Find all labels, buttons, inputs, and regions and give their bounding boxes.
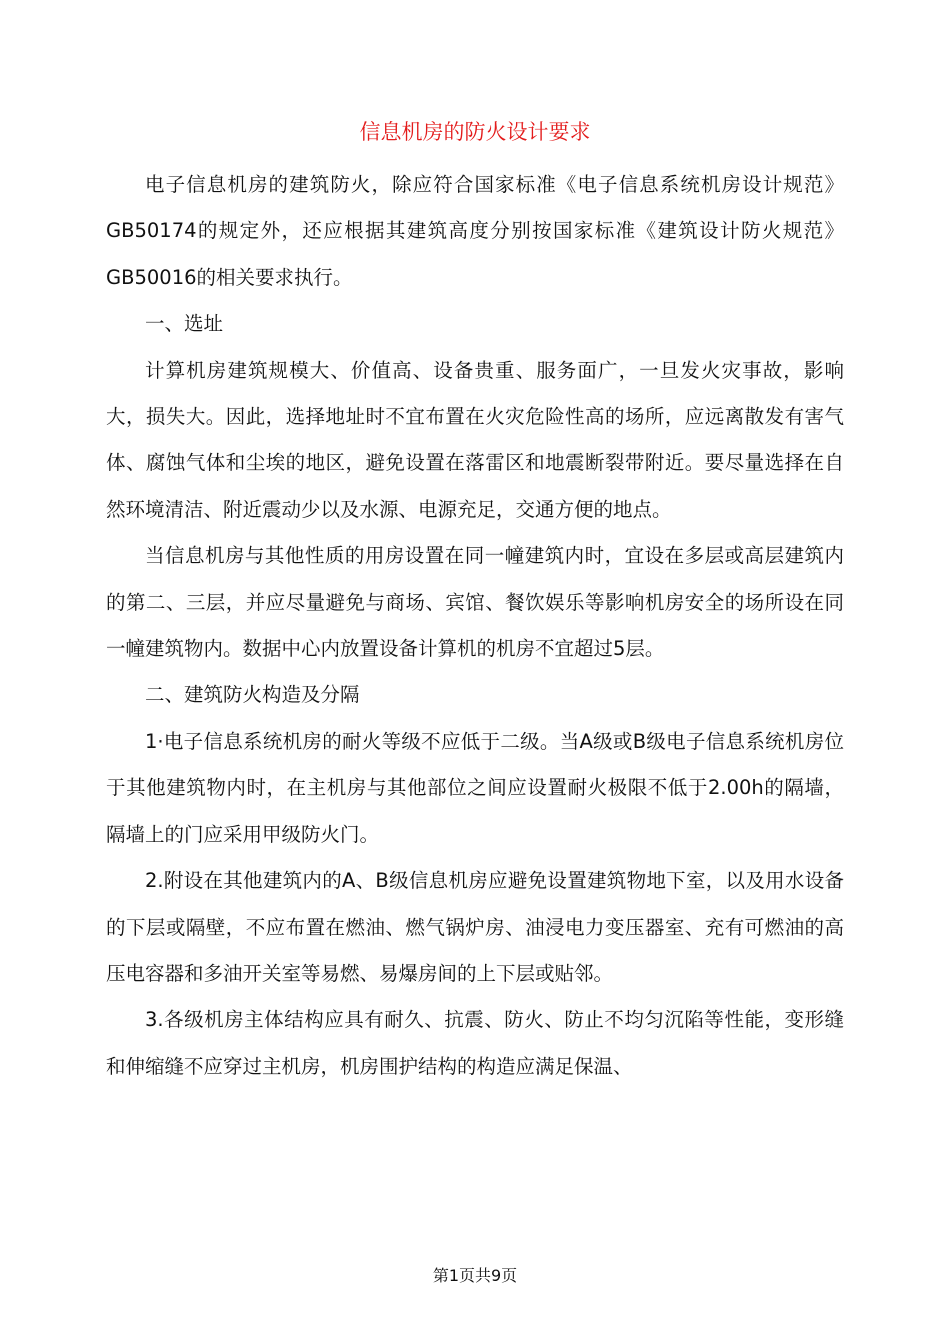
paragraph-site-selection: 计算机房建筑规模大、价值高、设备贵重、服务面广，一旦发火灾事故，影响大，损失大。因此，选择地址时不宜布置在火灾危险性高的场所，应远离散发有害气体、腐蚀气体和尘埃的地区，避免设置在落雷区和地震断裂带附近。要尽量选择在自然环境清洁、附近震动少以及水源、电源充足，交通方便的地点。 [106,358,844,521]
paragraph-item-2: 2.附设在其他建筑内的A、B级信息机房应避免设置建筑物地下室，以及用水设备的下层或隔壁，不应布置在燃油、燃气锅炉房、油浸电力变压器室、充有可燃油的高压电容器和多油开关室等易燃、易爆房间的上下层或贴邻。 [106,869,844,985]
paragraph-intro: 电子信息机房的建筑防火，除应符合国家标准《电子信息系统机房设计规范》GB50174的规定外，还应根据其建筑高度分别按国家标准《建筑设计防火规范》GB50016的相关要求执行。 [106,173,844,289]
section-heading-fire-construction: 二、建筑防火构造及分隔 [145,683,360,707]
paragraph-item-3: 3.各级机房主体结构应具有耐久、抗震、防火、防止不均匀沉陷等性能，变形缝和伸缩缝不应穿过主机房，机房围护结构的构造应满足保温、 [106,1008,844,1078]
document-title: 信息机房的防火设计要求 [359,120,591,144]
section-heading-site-selection: 一、选址 [145,312,224,336]
page-number-footer: 第1页共9页 [432,1266,518,1285]
paragraph-item-1: 1·电子信息系统机房的耐火等级不应低于二级。当A级或B级电子信息系统机房位于其他建筑物内时，在主机房与其他部位之间应设置耐火极限不低于2.00h的隔墙，隔墙上的门应采用甲级防火门。 [106,729,844,846]
paragraph-floor-location: 当信息机房与其他性质的用房设置在同一幢建筑内时，宜设在多层或高层建筑内的第二、三层，并应尽量避免与商场、宾馆、餐饮娱乐等影响机房安全的场所设在同一幢建筑物内。数据中心内放置设备计算机的机房不宜超过5层。 [106,544,844,661]
document-body [106,162,844,1090]
